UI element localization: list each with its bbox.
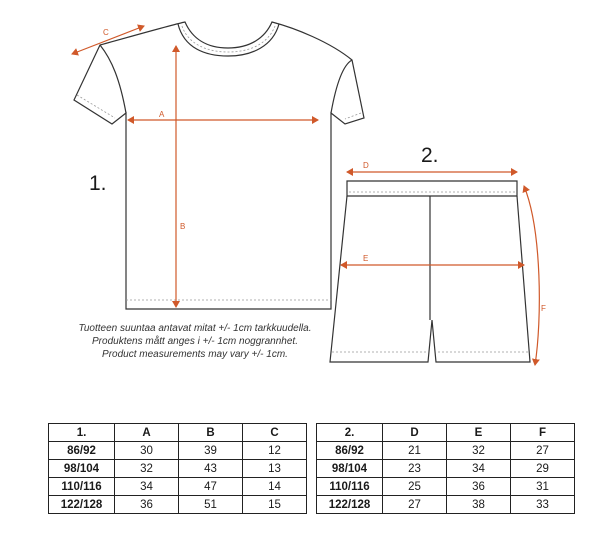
table-cell: 33 [511,496,575,514]
table-row [317,496,575,514]
label-f: F [541,304,546,313]
table-cell: 51 [179,496,243,514]
table-cell: 27 [383,496,447,514]
table-cell: 47 [179,478,243,496]
table-cell: 15 [243,496,307,514]
table-row [49,442,307,460]
table-cell: 32 [447,442,511,460]
table-header-cell: F [511,424,575,442]
note-line-finnish: Tuotteen suuntaa antavat mitat +/- 1cm tarkkuudella. [78,323,312,334]
table-header-cell: B [179,424,243,442]
label-c: C [103,28,109,37]
table-cell: 27 [511,442,575,460]
label-d: D [363,161,369,170]
size-cell: 86/92 [317,442,383,460]
table-header-row [49,424,307,442]
table-header-cell: A [115,424,179,442]
table-header-cell: C [243,424,307,442]
table-cell: 12 [243,442,307,460]
table-cell: 21 [383,442,447,460]
size-cell: 86/92 [49,442,115,460]
measure-line-f [524,186,539,365]
table-header-cell: 2. [317,424,383,442]
label-e: E [363,254,369,263]
label-a: A [159,110,165,119]
table-cell: 32 [115,460,179,478]
measurement-note [40,322,350,361]
table-row [317,442,575,460]
table-cell: 29 [511,460,575,478]
size-cell: 110/116 [49,478,115,496]
table-cell: 34 [447,460,511,478]
shorts-outline [330,181,530,362]
tshirt-outline [74,22,364,309]
table-cell: 34 [115,478,179,496]
table-cell: 25 [383,478,447,496]
tshirt-stitching [77,26,361,300]
note-line-swedish: Produktens mått anges i +/- 1cm noggrannhet. [92,336,298,347]
table-header-row [317,424,575,442]
table-cell: 13 [243,460,307,478]
table-header-cell: 1. [49,424,115,442]
table-row [49,496,307,514]
size-cell: 122/128 [317,496,383,514]
table-cell: 14 [243,478,307,496]
shorts-size-table [316,423,575,514]
table-header-cell: D [383,424,447,442]
size-cell: 98/104 [49,460,115,478]
table-header-cell: E [447,424,511,442]
table-cell: 36 [447,478,511,496]
table-row [317,460,575,478]
note-line-english: Product measurements may vary +/- 1cm. [102,349,288,360]
table-cell: 43 [179,460,243,478]
table-row [49,478,307,496]
size-cell: 98/104 [317,460,383,478]
label-b: B [180,222,186,231]
table-cell: 30 [115,442,179,460]
size-cell: 110/116 [317,478,383,496]
shirt-number-label: 1. [89,172,107,195]
table-row [317,478,575,496]
table-cell: 36 [115,496,179,514]
size-cell: 122/128 [49,496,115,514]
table-cell: 23 [383,460,447,478]
table-cell: 38 [447,496,511,514]
table-row [49,460,307,478]
shirt-size-table [48,423,307,514]
table-cell: 31 [511,478,575,496]
shorts-number-label: 2. [421,144,439,167]
table-cell: 39 [179,442,243,460]
